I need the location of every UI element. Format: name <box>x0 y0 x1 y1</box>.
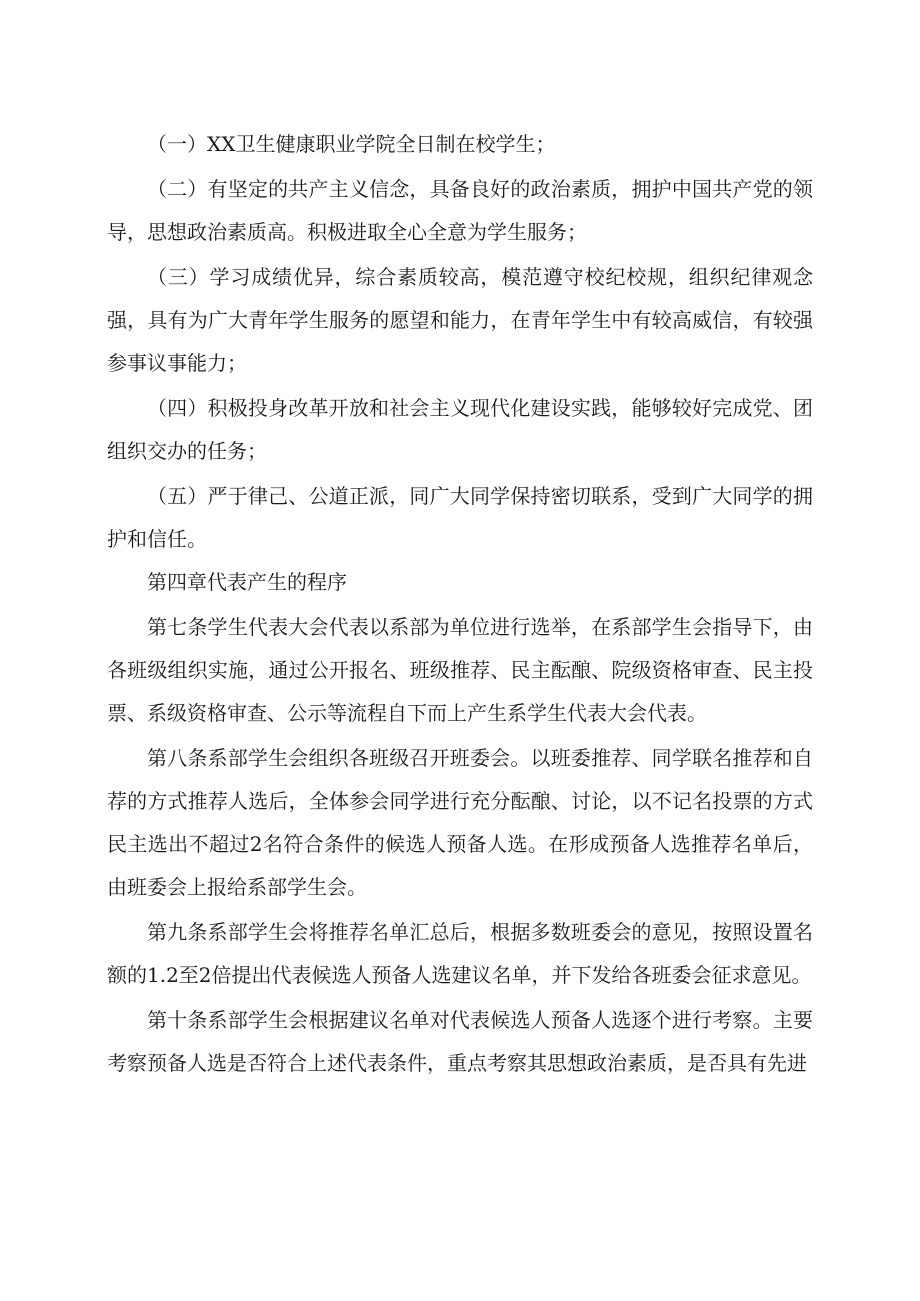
paragraph-condition-1: （一）XX卫生健康职业学院全日制在校学生； <box>147 132 556 156</box>
paragraph-condition-2: （二）有坚定的共产主义信念，具备良好的政治素质，拥护中国共产党的领导，思想政治素质高。积极进取全心全意为学生服务； <box>107 177 813 244</box>
paragraph-condition-3: （三）学习成绩优异，综合素质较高，模范遵守校纪校规，组织纪律观念强，具有为广大青年学生服务的愿望和能力，在青年学生中有较高威信，有较强参事议事能力； <box>107 265 813 375</box>
paragraph-condition-4: （四）积极投身改革开放和社会主义现代化建设实践，能够较好完成党、团组织交办的任务； <box>107 396 813 463</box>
paragraph-article-9: 第九条系部学生会将推荐名单汇总后，根据多数班委会的意见，按照设置名额的1.2至2倍提出代表候选人预备人选建议名单，并下发给各班委会征求意见。 <box>107 920 813 987</box>
paragraph-article-10: 第十条系部学生会根据建议名单对代表候选人预备人选逐个进行考察。主要考察预备人选是否符合上述代表条件，重点考察其思想政治素质，是否具有先进 <box>107 1008 813 1075</box>
document-body <box>107 123 813 1085</box>
paragraph-condition-5: （五）严于律己、公道正派，同广大同学保持密切联系，受到广大同学的拥护和信任。 <box>107 484 813 551</box>
paragraph-article-8: 第八条系部学生会组织各班级召开班委会。以班委推荐、同学联名推荐和自荐的方式推荐人选后，全体参会同学进行充分酝酿、讨论，以不记名投票的方式民主选出不超过2名符合条件的候选人预备人选。在形成预备人选推荐名单后，由班委会上报给系部学生会。 <box>107 746 813 899</box>
chapter-heading: 第四章代表产生的程序 <box>147 570 347 594</box>
paragraph-article-7: 第七条学生代表大会代表以系部为单位进行选举，在系部学生会指导下，由各班级组织实施，通过公开报名、班级推荐、民主酝酿、院级资格审查、民主投票、系级资格审查、公示等流程自下而上产生系学生代表大会代表。 <box>107 615 813 725</box>
